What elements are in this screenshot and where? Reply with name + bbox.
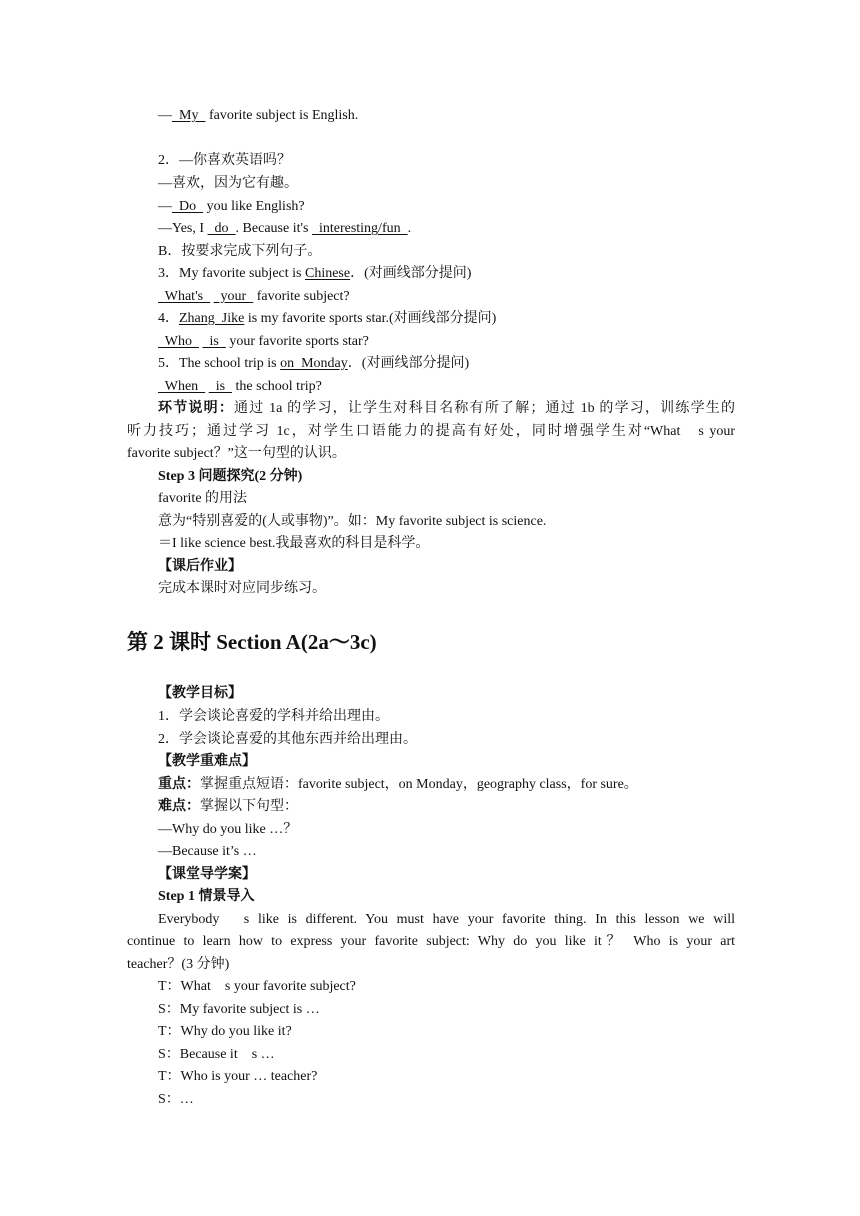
difficult-point-line <box>158 797 298 817</box>
homework-text: 完成本课时对应同步练习。 <box>158 581 326 596</box>
ex5-question <box>158 354 469 374</box>
answer-blank: When <box>158 379 206 394</box>
answer-blank: do <box>207 221 236 236</box>
sentence-text: 3．My favorite subject is <box>158 266 305 281</box>
sentence-text: . Because it's <box>235 221 312 236</box>
answer-blank: is <box>208 379 233 394</box>
guide-paragraph-line-3: teacher？(3 分钟) <box>127 957 230 972</box>
underlined-word: on Monday <box>280 356 348 371</box>
sentence-text: the school trip? <box>232 379 322 394</box>
ex4-answer <box>158 332 369 352</box>
dialogue-line: T：Who is your … teacher? <box>158 1069 318 1084</box>
step3-line-2: 意为“特别喜爱的(人或事物)”。如：My favorite subject is science. <box>158 514 547 529</box>
key-text: 掌握重点短语：favorite subject，on Monday，geography class，for sure。 <box>200 777 638 792</box>
sentence-pattern: —Because it’s … <box>158 844 257 859</box>
note-line-3: favorite subject？”这一句型的认识。 <box>127 446 346 461</box>
ex5-answer <box>158 377 322 397</box>
ex4-question <box>158 309 496 329</box>
step1-title: Step 1 情景导入 <box>158 889 255 904</box>
dialogue-line: T：What s your favorite subject? <box>158 979 356 994</box>
underlined-word: Zhang Jike <box>179 311 245 326</box>
answer-blank: Who <box>158 334 199 349</box>
note-label: 环节说明： <box>158 401 235 416</box>
step3-title: Step 3 问题探究(2 分钟) <box>158 469 303 484</box>
goals-title: 【教学目标】 <box>158 686 242 701</box>
difficult-text: 掌握以下句型： <box>200 799 298 814</box>
note-line-2: 听力技巧；通过学习 1c，对学生口语能力的提高有好处，同时增强学生对“What s your <box>127 424 735 439</box>
note-line-1 <box>127 399 735 419</box>
sentence-pattern: —Why do you like …？ <box>158 822 298 837</box>
dash: — <box>158 199 172 214</box>
answer-blank: What's <box>158 289 211 304</box>
difficult-label: 难点： <box>158 799 200 814</box>
answer-blank: My <box>172 108 206 123</box>
dialogue-line: S：… <box>158 1092 194 1107</box>
sentence-text: ．(对画线部分提问) <box>350 266 472 281</box>
lesson-heading: 第 2 课时 Section A(2a～3c) <box>127 630 377 654</box>
answer-blank: is <box>202 334 226 349</box>
sentence-text: 5．The school trip is <box>158 356 281 371</box>
section-b-heading: B．按要求完成下列句子。 <box>158 244 322 259</box>
sentence-text: 4． <box>158 311 179 326</box>
ex2-zh-answer: —喜欢，因为它有趣。 <box>158 176 298 191</box>
dialogue-line: S：My favorite subject is … <box>158 1002 320 1017</box>
keypoints-title: 【教学重难点】 <box>158 754 256 769</box>
answer-blank: your <box>213 289 254 304</box>
sentence-text: is my favorite sports star.(对画线部分提问) <box>244 311 497 326</box>
dash: — <box>158 108 172 123</box>
sentence-text: ．(对画线部分提问) <box>347 356 470 371</box>
guide-paragraph-line-2: continue to learn how to express your favorite subject: Why do you like it？ Who is your art <box>127 934 735 949</box>
answer-blank: interesting/fun <box>311 221 408 236</box>
goal-item: 2．学会谈论喜爱的其他东西并给出理由。 <box>158 732 417 747</box>
sentence-text: favorite subject is English. <box>205 108 359 123</box>
dialogue-line: T：Why do you like it? <box>158 1024 292 1039</box>
guide-title: 【课堂导学案】 <box>158 867 256 882</box>
answer-blank: Do <box>172 199 204 214</box>
sentence-text: —Yes, I <box>158 221 208 236</box>
sentence-text: your favorite sports star? <box>225 334 369 349</box>
ex3-answer <box>158 287 350 307</box>
step3-line-3: ＝I like science best.我最喜欢的科目是科学。 <box>158 536 430 551</box>
ex2-answer-line-2 <box>158 219 411 239</box>
key-label: 重点： <box>158 777 200 792</box>
sentence-text: . <box>407 221 412 236</box>
underlined-word: Chinese <box>304 266 351 281</box>
homework-title: 【课后作业】 <box>158 559 242 574</box>
ex2-answer-line-1 <box>158 197 305 217</box>
ex1-answer-line <box>158 106 358 126</box>
ex2-question: 2．—你喜欢英语吗？ <box>158 153 291 168</box>
goal-item: 1．学会谈论喜爱的学科并给出理由。 <box>158 709 389 724</box>
sentence-text: you like English? <box>203 199 305 214</box>
sentence-text: favorite subject? <box>253 289 350 304</box>
guide-paragraph-line-1: Everybody s like is different. You must have your favorite thing. In this lesson we will <box>158 912 735 927</box>
ex3-question <box>158 264 471 284</box>
key-point-line <box>158 775 638 795</box>
dialogue-line: S：Because it s … <box>158 1047 275 1062</box>
note-text: 通过 1a 的学习，让学生对科目名称有所了解；通过 1b 的学习，训练学生的 <box>234 401 736 416</box>
step3-line-1: favorite 的用法 <box>158 491 248 506</box>
